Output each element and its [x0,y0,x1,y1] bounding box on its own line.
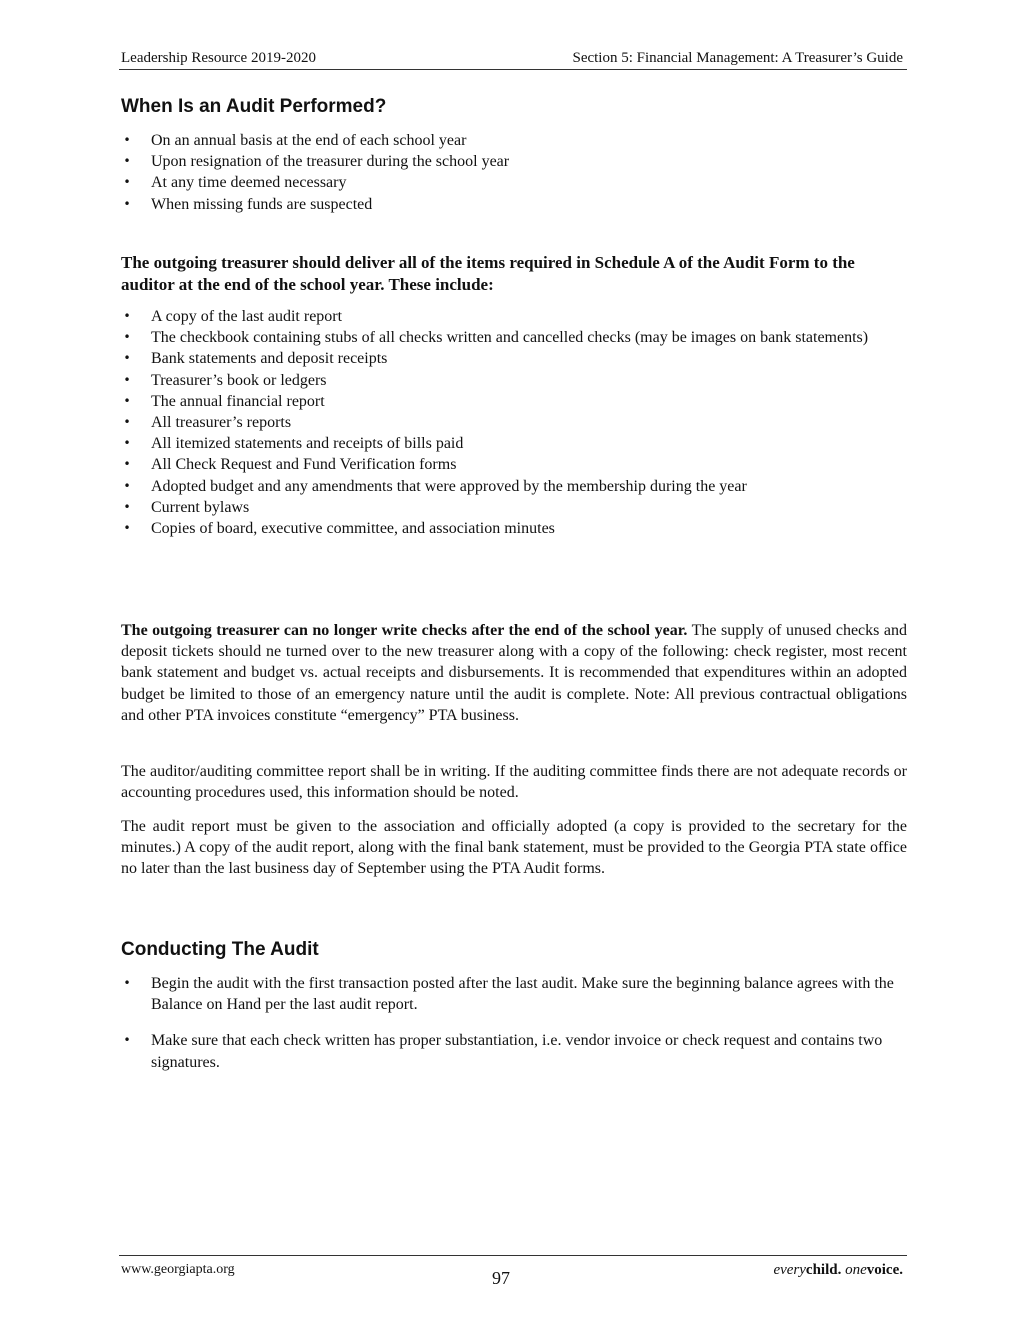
auditor-report-paragraph: The auditor/auditing committee report shall be in writing. If the auditing committee finds there are not adequate records or accounting procedures used, this information should be noted. [121,763,907,802]
list-item: • Begin the audit with the first transaction posted after the last audit. Make sure the beginning balance agrees with the Balance on Hand per the last audit report. [121,973,907,1015]
list-item: • Adopted budget and any amendments that were approved by the membership during the year [121,476,907,497]
bullet-icon: • [123,393,131,408]
audit-submission-paragraph: The audit report must be given to the association and officially adopted (a copy is provided to the secretary for the minutes.) A copy of the audit report, along with the final bank statement, must be provided to the Georgia PTA state office no later than the last business day of September using the PTA Audit forms. [121,818,907,878]
list-item: • The annual financial report [121,391,907,412]
checks-paragraph-lead: The outgoing treasurer can no longer write checks after the end of the school year. [121,622,688,639]
bullet-icon: • [123,133,131,147]
bullet-icon: • [123,976,131,990]
list-item: • All Check Request and Fund Verification forms [121,454,907,475]
header-right: Section 5: Financial Management: A Treasurer’s Guide [572,50,903,66]
list-item: • All itemized statements and receipts of bills paid [121,433,907,454]
footer-rule [119,1255,907,1256]
list-item: • Treasurer’s book or ledgers [121,370,907,391]
list-item: • Copies of board, executive committee, and association minutes [121,518,907,539]
audit-timing-list [121,130,907,215]
list-item: • Current bylaws [121,497,907,518]
section-heading-conducting-audit: Conducting The Audit [121,939,319,960]
list-item: • At any time deemed necessary [121,172,907,193]
header-rule [119,69,907,70]
bullet-icon: • [123,196,131,211]
bullet-icon: • [123,1033,131,1048]
list-item: • When missing funds are suspected [121,194,907,215]
bullet-icon: • [123,154,131,169]
bullet-icon: • [123,436,131,451]
conducting-audit-list [121,973,907,1088]
schedule-a-intro: The outgoing treasurer should deliver all of the items required in Schedule A of the Audit Form to the auditor at the end of the school year. These include: [121,253,855,294]
list-item: • All treasurer’s reports [121,412,907,433]
header-left: Leadership Resource 2019-2020 [121,50,316,66]
bullet-icon: • [123,330,131,345]
bullet-icon: • [123,499,131,514]
list-item: • A copy of the last audit report [121,306,907,327]
bullet-icon: • [123,351,131,366]
list-item: • Upon resignation of the treasurer during the school year [121,151,907,172]
checks-paragraph [121,620,907,726]
bullet-icon: • [123,478,131,493]
bullet-icon: • [123,175,131,190]
list-item: • Make sure that each check written has proper substantiation, i.e. vendor invoice or check request and contains two signatures. [121,1030,907,1072]
list-item: • The checkbook containing stubs of all checks written and cancelled checks (may be images on bank statements) [121,327,907,348]
bullet-icon: • [123,372,131,387]
footer-website: www.georgiapta.org [121,1262,235,1277]
list-item: • On an annual basis at the end of each school year [121,130,907,151]
footer-tagline: everychild. onevoice. [773,1262,903,1278]
list-item: • Bank statements and deposit receipts [121,348,907,369]
checks-paragraph-body: The supply of unused checks and deposit tickets should ne turned over to the new treasurer along with a copy of the following: check register, most recent bank statement and budget vs. actual receipts and disbursements. It is recommended that expenditures within an adopted budget be limited to those of an emergency nature until the audit is complete. Note: All previous contractual obligations and other PTA invoices constitute “emergency” PTA business. [121,622,907,724]
schedule-a-items-list [121,306,907,539]
page-number: 97 [492,1268,510,1288]
bullet-icon: • [123,457,131,472]
section-heading-audit-performed: When Is an Audit Performed? [121,96,387,117]
bullet-icon: • [123,521,131,536]
bullet-icon: • [123,415,131,430]
bullet-icon: • [123,309,131,323]
